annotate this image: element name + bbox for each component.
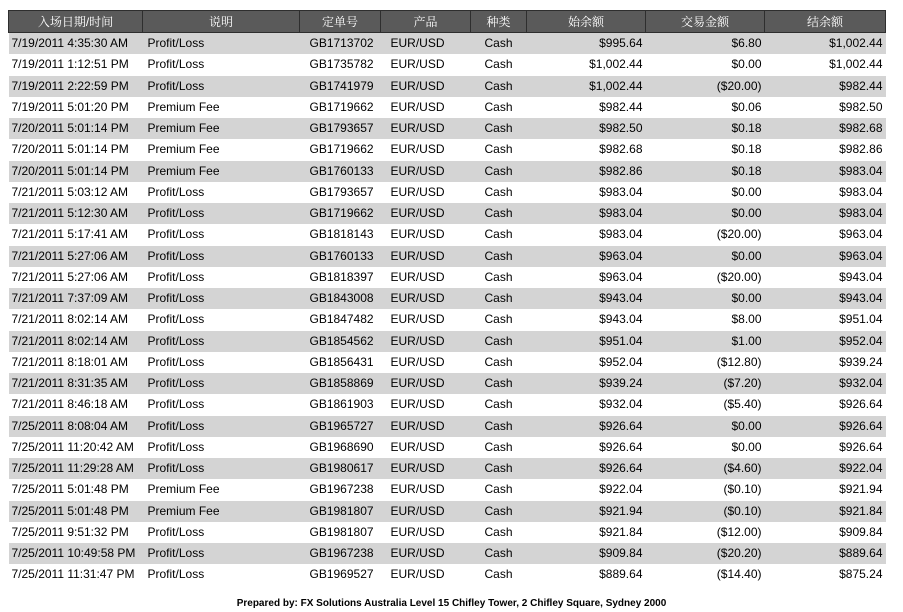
cell-type: Cash <box>471 394 527 415</box>
cell-product: EUR/USD <box>381 331 471 352</box>
cell-opening-balance: $963.04 <box>527 267 646 288</box>
table-header <box>9 11 886 33</box>
cell-order-number: GB1980617 <box>300 458 381 479</box>
cell-opening-balance: $921.94 <box>527 501 646 522</box>
cell-order-number: GB1741979 <box>300 76 381 97</box>
cell-type: Cash <box>471 246 527 267</box>
cell-entry-datetime: 7/21/2011 8:18:01 AM <box>9 352 143 373</box>
cell-description: Profit/Loss <box>143 373 300 394</box>
cell-product: EUR/USD <box>381 139 471 160</box>
cell-product: EUR/USD <box>381 394 471 415</box>
cell-description: Profit/Loss <box>143 267 300 288</box>
cell-opening-balance: $983.04 <box>527 203 646 224</box>
cell-type: Cash <box>471 224 527 245</box>
cell-entry-datetime: 7/25/2011 9:51:32 PM <box>9 522 143 543</box>
cell-description: Profit/Loss <box>143 54 300 75</box>
cell-order-number: GB1793657 <box>300 118 381 139</box>
header-product: 产品 <box>381 11 471 33</box>
cell-description: Profit/Loss <box>143 394 300 415</box>
cell-transaction-amount: $8.00 <box>646 309 765 330</box>
cell-opening-balance: $982.86 <box>527 161 646 182</box>
cell-closing-balance: $1,002.44 <box>765 33 886 55</box>
cell-closing-balance: $926.64 <box>765 394 886 415</box>
cell-entry-datetime: 7/21/2011 5:27:06 AM <box>9 267 143 288</box>
table-row <box>9 203 886 224</box>
cell-closing-balance: $1,002.44 <box>765 54 886 75</box>
cell-order-number: GB1854562 <box>300 331 381 352</box>
header-row <box>9 11 886 33</box>
cell-product: EUR/USD <box>381 479 471 500</box>
cell-product: EUR/USD <box>381 161 471 182</box>
cell-order-number: GB1735782 <box>300 54 381 75</box>
table-row <box>9 97 886 118</box>
cell-entry-datetime: 7/21/2011 8:31:35 AM <box>9 373 143 394</box>
cell-product: EUR/USD <box>381 522 471 543</box>
cell-type: Cash <box>471 288 527 309</box>
header-description: 说明 <box>143 11 300 33</box>
cell-transaction-amount: $0.00 <box>646 437 765 458</box>
header-type: 种类 <box>471 11 527 33</box>
cell-order-number: GB1968690 <box>300 437 381 458</box>
cell-closing-balance: $983.04 <box>765 203 886 224</box>
cell-product: EUR/USD <box>381 352 471 373</box>
cell-type: Cash <box>471 564 527 585</box>
cell-closing-balance: $922.04 <box>765 458 886 479</box>
cell-entry-datetime: 7/20/2011 5:01:14 PM <box>9 161 143 182</box>
cell-order-number: GB1843008 <box>300 288 381 309</box>
cell-transaction-amount: $0.18 <box>646 139 765 160</box>
cell-product: EUR/USD <box>381 76 471 97</box>
cell-closing-balance: $921.84 <box>765 501 886 522</box>
cell-order-number: GB1719662 <box>300 97 381 118</box>
cell-opening-balance: $1,002.44 <box>527 76 646 97</box>
cell-opening-balance: $943.04 <box>527 288 646 309</box>
cell-type: Cash <box>471 352 527 373</box>
cell-description: Profit/Loss <box>143 331 300 352</box>
cell-entry-datetime: 7/21/2011 5:03:12 AM <box>9 182 143 203</box>
cell-transaction-amount: ($12.00) <box>646 522 765 543</box>
table-row <box>9 33 886 55</box>
cell-closing-balance: $983.04 <box>765 161 886 182</box>
cell-product: EUR/USD <box>381 267 471 288</box>
table-row <box>9 458 886 479</box>
cell-closing-balance: $951.04 <box>765 309 886 330</box>
cell-type: Cash <box>471 331 527 352</box>
cell-product: EUR/USD <box>381 373 471 394</box>
cell-transaction-amount: ($20.00) <box>646 224 765 245</box>
table-row <box>9 54 886 75</box>
cell-opening-balance: $982.68 <box>527 139 646 160</box>
cell-closing-balance: $889.64 <box>765 543 886 564</box>
cell-closing-balance: $943.04 <box>765 288 886 309</box>
cell-product: EUR/USD <box>381 203 471 224</box>
cell-transaction-amount: ($4.60) <box>646 458 765 479</box>
cell-closing-balance: $943.04 <box>765 267 886 288</box>
cell-entry-datetime: 7/21/2011 8:02:14 AM <box>9 309 143 330</box>
cell-closing-balance: $963.04 <box>765 224 886 245</box>
cell-product: EUR/USD <box>381 33 471 55</box>
cell-opening-balance: $983.04 <box>527 182 646 203</box>
cell-closing-balance: $926.64 <box>765 437 886 458</box>
cell-description: Premium Fee <box>143 479 300 500</box>
cell-description: Premium Fee <box>143 161 300 182</box>
cell-description: Profit/Loss <box>143 543 300 564</box>
cell-order-number: GB1981807 <box>300 522 381 543</box>
cell-transaction-amount: $0.00 <box>646 416 765 437</box>
table-row <box>9 139 886 160</box>
cell-entry-datetime: 7/21/2011 8:02:14 AM <box>9 331 143 352</box>
cell-order-number: GB1861903 <box>300 394 381 415</box>
cell-entry-datetime: 7/20/2011 5:01:14 PM <box>9 139 143 160</box>
cell-entry-datetime: 7/25/2011 11:29:28 AM <box>9 458 143 479</box>
table-row <box>9 437 886 458</box>
cell-entry-datetime: 7/21/2011 5:17:41 AM <box>9 224 143 245</box>
cell-product: EUR/USD <box>381 416 471 437</box>
cell-type: Cash <box>471 97 527 118</box>
transactions-table <box>8 10 886 586</box>
table-row <box>9 543 886 564</box>
cell-closing-balance: $909.84 <box>765 522 886 543</box>
cell-transaction-amount: $0.18 <box>646 118 765 139</box>
cell-opening-balance: $921.84 <box>527 522 646 543</box>
cell-opening-balance: $909.84 <box>527 543 646 564</box>
table-row <box>9 118 886 139</box>
cell-description: Premium Fee <box>143 139 300 160</box>
cell-description: Profit/Loss <box>143 522 300 543</box>
cell-closing-balance: $963.04 <box>765 246 886 267</box>
cell-order-number: GB1965727 <box>300 416 381 437</box>
table-row <box>9 246 886 267</box>
cell-product: EUR/USD <box>381 543 471 564</box>
cell-transaction-amount: $0.00 <box>646 288 765 309</box>
header-transaction-amount: 交易金额 <box>646 11 765 33</box>
cell-transaction-amount: $0.00 <box>646 54 765 75</box>
cell-type: Cash <box>471 309 527 330</box>
cell-transaction-amount: ($12.80) <box>646 352 765 373</box>
cell-transaction-amount: ($7.20) <box>646 373 765 394</box>
table-row <box>9 331 886 352</box>
cell-closing-balance: $939.24 <box>765 352 886 373</box>
cell-type: Cash <box>471 416 527 437</box>
table-row <box>9 161 886 182</box>
cell-entry-datetime: 7/19/2011 4:35:30 AM <box>9 33 143 55</box>
cell-entry-datetime: 7/20/2011 5:01:14 PM <box>9 118 143 139</box>
cell-entry-datetime: 7/25/2011 11:31:47 PM <box>9 564 143 585</box>
cell-transaction-amount: $0.18 <box>646 161 765 182</box>
cell-transaction-amount: $0.00 <box>646 182 765 203</box>
cell-product: EUR/USD <box>381 437 471 458</box>
cell-description: Premium Fee <box>143 501 300 522</box>
cell-transaction-amount: $1.00 <box>646 331 765 352</box>
cell-product: EUR/USD <box>381 54 471 75</box>
cell-closing-balance: $982.68 <box>765 118 886 139</box>
cell-entry-datetime: 7/21/2011 5:12:30 AM <box>9 203 143 224</box>
cell-transaction-amount: $6.80 <box>646 33 765 55</box>
cell-order-number: GB1967238 <box>300 543 381 564</box>
cell-type: Cash <box>471 479 527 500</box>
cell-description: Profit/Loss <box>143 564 300 585</box>
cell-description: Profit/Loss <box>143 203 300 224</box>
cell-description: Profit/Loss <box>143 224 300 245</box>
cell-order-number: GB1818143 <box>300 224 381 245</box>
cell-entry-datetime: 7/21/2011 7:37:09 AM <box>9 288 143 309</box>
table-row <box>9 564 886 585</box>
cell-type: Cash <box>471 182 527 203</box>
cell-entry-datetime: 7/25/2011 10:49:58 PM <box>9 543 143 564</box>
cell-order-number: GB1981807 <box>300 501 381 522</box>
cell-opening-balance: $982.50 <box>527 118 646 139</box>
cell-transaction-amount: ($5.40) <box>646 394 765 415</box>
cell-entry-datetime: 7/25/2011 8:08:04 AM <box>9 416 143 437</box>
cell-opening-balance: $1,002.44 <box>527 54 646 75</box>
cell-description: Premium Fee <box>143 118 300 139</box>
cell-transaction-amount: $0.00 <box>646 246 765 267</box>
header-opening-balance: 始余额 <box>527 11 646 33</box>
cell-description: Profit/Loss <box>143 458 300 479</box>
cell-type: Cash <box>471 437 527 458</box>
table-row <box>9 352 886 373</box>
prepared-by-footer: Prepared by: FX Solutions Australia Level 15 Chifley Tower, 2 Chifley Square, Sydney 2000 <box>236 598 667 609</box>
cell-opening-balance: $926.64 <box>527 458 646 479</box>
cell-type: Cash <box>471 267 527 288</box>
cell-description: Profit/Loss <box>143 76 300 97</box>
cell-transaction-amount: ($0.10) <box>646 479 765 500</box>
cell-entry-datetime: 7/19/2011 1:12:51 PM <box>9 54 143 75</box>
cell-type: Cash <box>471 54 527 75</box>
cell-description: Profit/Loss <box>143 309 300 330</box>
table-row <box>9 267 886 288</box>
cell-closing-balance: $952.04 <box>765 331 886 352</box>
cell-entry-datetime: 7/21/2011 8:46:18 AM <box>9 394 143 415</box>
cell-opening-balance: $926.64 <box>527 437 646 458</box>
table-row <box>9 501 886 522</box>
cell-opening-balance: $995.64 <box>527 33 646 55</box>
cell-opening-balance: $922.04 <box>527 479 646 500</box>
cell-entry-datetime: 7/25/2011 5:01:48 PM <box>9 501 143 522</box>
cell-transaction-amount: ($0.10) <box>646 501 765 522</box>
cell-opening-balance: $982.44 <box>527 97 646 118</box>
cell-transaction-amount: ($20.00) <box>646 267 765 288</box>
cell-order-number: GB1713702 <box>300 33 381 55</box>
cell-description: Profit/Loss <box>143 288 300 309</box>
cell-product: EUR/USD <box>381 118 471 139</box>
table-row <box>9 288 886 309</box>
cell-closing-balance: $982.44 <box>765 76 886 97</box>
cell-description: Profit/Loss <box>143 437 300 458</box>
cell-order-number: GB1760133 <box>300 246 381 267</box>
cell-opening-balance: $983.04 <box>527 224 646 245</box>
cell-type: Cash <box>471 458 527 479</box>
cell-product: EUR/USD <box>381 501 471 522</box>
cell-product: EUR/USD <box>381 564 471 585</box>
cell-closing-balance: $875.24 <box>765 564 886 585</box>
table-row <box>9 76 886 97</box>
cell-product: EUR/USD <box>381 97 471 118</box>
cell-closing-balance: $921.94 <box>765 479 886 500</box>
cell-product: EUR/USD <box>381 288 471 309</box>
cell-opening-balance: $889.64 <box>527 564 646 585</box>
cell-entry-datetime: 7/19/2011 5:01:20 PM <box>9 97 143 118</box>
cell-opening-balance: $951.04 <box>527 331 646 352</box>
cell-opening-balance: $939.24 <box>527 373 646 394</box>
cell-order-number: GB1967238 <box>300 479 381 500</box>
cell-description: Profit/Loss <box>143 182 300 203</box>
cell-type: Cash <box>471 139 527 160</box>
cell-opening-balance: $952.04 <box>527 352 646 373</box>
cell-description: Profit/Loss <box>143 246 300 267</box>
cell-closing-balance: $932.04 <box>765 373 886 394</box>
cell-type: Cash <box>471 161 527 182</box>
header-entry-datetime: 入场日期/时间 <box>9 11 143 33</box>
cell-type: Cash <box>471 118 527 139</box>
cell-order-number: GB1719662 <box>300 203 381 224</box>
header-closing-balance: 结余额 <box>765 11 886 33</box>
table-row <box>9 309 886 330</box>
cell-type: Cash <box>471 76 527 97</box>
cell-description: Premium Fee <box>143 97 300 118</box>
cell-product: EUR/USD <box>381 182 471 203</box>
cell-description: Profit/Loss <box>143 33 300 55</box>
cell-transaction-amount: $0.06 <box>646 97 765 118</box>
table-row <box>9 479 886 500</box>
cell-order-number: GB1719662 <box>300 139 381 160</box>
cell-opening-balance: $926.64 <box>527 416 646 437</box>
cell-type: Cash <box>471 373 527 394</box>
table-row <box>9 416 886 437</box>
cell-order-number: GB1793657 <box>300 182 381 203</box>
cell-opening-balance: $963.04 <box>527 246 646 267</box>
account-statement <box>8 10 885 586</box>
cell-entry-datetime: 7/25/2011 5:01:48 PM <box>9 479 143 500</box>
cell-product: EUR/USD <box>381 224 471 245</box>
table-row <box>9 522 886 543</box>
cell-product: EUR/USD <box>381 246 471 267</box>
cell-order-number: GB1818397 <box>300 267 381 288</box>
cell-transaction-amount: ($20.20) <box>646 543 765 564</box>
cell-product: EUR/USD <box>381 458 471 479</box>
table-row <box>9 182 886 203</box>
cell-description: Profit/Loss <box>143 352 300 373</box>
table-row <box>9 373 886 394</box>
cell-closing-balance: $982.86 <box>765 139 886 160</box>
cell-order-number: GB1856431 <box>300 352 381 373</box>
cell-type: Cash <box>471 203 527 224</box>
cell-entry-datetime: 7/19/2011 2:22:59 PM <box>9 76 143 97</box>
cell-order-number: GB1858869 <box>300 373 381 394</box>
table-row <box>9 224 886 245</box>
cell-closing-balance: $983.04 <box>765 182 886 203</box>
cell-order-number: GB1760133 <box>300 161 381 182</box>
cell-order-number: GB1847482 <box>300 309 381 330</box>
cell-type: Cash <box>471 33 527 55</box>
cell-type: Cash <box>471 522 527 543</box>
cell-closing-balance: $982.50 <box>765 97 886 118</box>
cell-opening-balance: $943.04 <box>527 309 646 330</box>
cell-opening-balance: $932.04 <box>527 394 646 415</box>
cell-transaction-amount: $0.00 <box>646 203 765 224</box>
cell-transaction-amount: ($20.00) <box>646 76 765 97</box>
header-order-number: 定单号 <box>300 11 381 33</box>
table-row <box>9 394 886 415</box>
cell-product: EUR/USD <box>381 309 471 330</box>
cell-entry-datetime: 7/21/2011 5:27:06 AM <box>9 246 143 267</box>
cell-description: Profit/Loss <box>143 416 300 437</box>
cell-order-number: GB1969527 <box>300 564 381 585</box>
cell-closing-balance: $926.64 <box>765 416 886 437</box>
table-body <box>9 33 886 586</box>
cell-entry-datetime: 7/25/2011 11:20:42 AM <box>9 437 143 458</box>
cell-transaction-amount: ($14.40) <box>646 564 765 585</box>
cell-type: Cash <box>471 501 527 522</box>
cell-type: Cash <box>471 543 527 564</box>
